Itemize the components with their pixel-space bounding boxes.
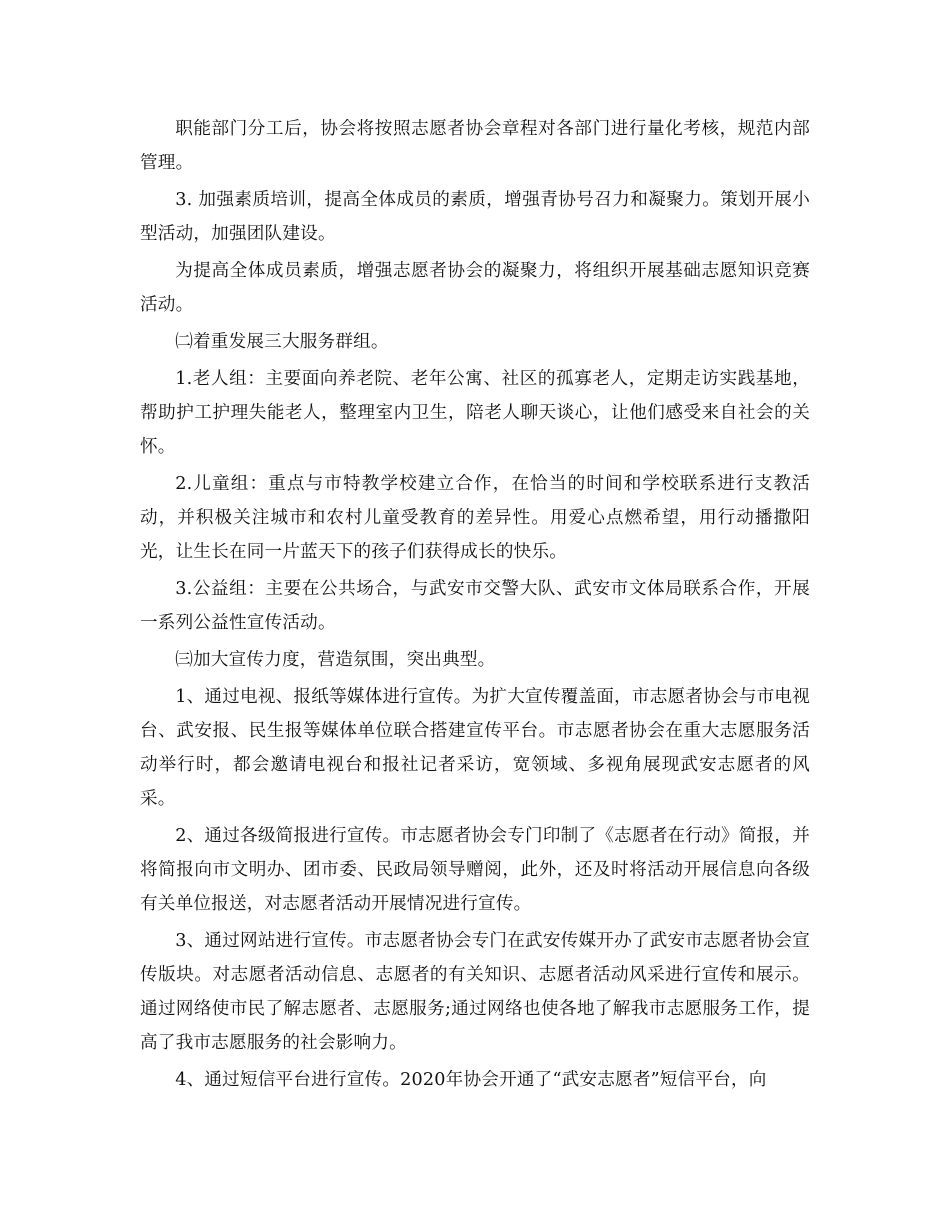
paragraph: 3.公益组：主要在公共场合，与武安市交警大队、武安市文体局联系合作，开展一系列公益性宣传活动。: [140, 579, 810, 633]
paragraph: 4、通过短信平台进行宣传。2020年协会开通了“武安志愿者”短信平台，向: [175, 1070, 767, 1090]
section-heading: ㈡着重发展三大服务群组。: [175, 332, 389, 352]
paragraph: 1、通过电视、报纸等媒体进行宣传。为扩大宣传覆盖面，市志愿者协会与市电视台、武安报、民生报等媒体单位联合搭建宣传平台。市志愿者协会在重大志愿服务活动举行时，都会邀请电视台和报社记者采访，宽领域、多视角展现武安志愿者的风采。: [140, 687, 810, 809]
paragraph: 1.老人组：主要面向养老院、老年公寓、社区的孤寡老人，定期走访实践基地，帮助护工护理失能老人，整理室内卫生，陪老人聊天谈心，让他们感受来自社会的关怀。: [140, 369, 810, 457]
paragraph: 2.儿童组：重点与市特教学校建立合作，在恰当的时间和学校联系进行支教活动，并积极关注城市和农村儿童受教育的差异性。用爱心点燃希望，用行动播撒阳光，让生长在同一片蓝天下的孩子们获得成长的快乐。: [140, 474, 810, 562]
paragraph: 2、通过各级简报进行宣传。市志愿者协会专门印制了《志愿者在行动》简报，并将简报向市文明办、团市委、民政局领导赠阅，此外，还及时将活动开展信息向各级有关单位报送，对志愿者活动开展情况进行宣传。: [140, 826, 810, 914]
document-body: [140, 112, 810, 1100]
paragraph: 职能部门分工后，协会将按照志愿者协会章程对各部门进行量化考核，规范内部管理。: [140, 119, 810, 173]
paragraph: 3. 加强素质培训，提高全体成员的素质，增强青协号召力和凝聚力。策划开展小型活动，加强团队建设。: [140, 190, 810, 244]
section-heading: ㈢加大宣传力度，营造氛围，突出典型。: [175, 650, 496, 670]
paragraph: 3、通过网站进行宣传。市志愿者协会专门在武安传媒开办了武安市志愿者协会宣传版块。对志愿者活动信息、志愿者的有关知识、志愿者活动风采进行宣传和展示。通过网络使市民了解志愿者、志愿服务;通过网络也使各地了解我市志愿服务工作，提高了我市志愿服务的社会影响力。: [140, 931, 810, 1053]
paragraph: 为提高全体成员素质，增强志愿者协会的凝聚力，将组织开展基础志愿知识竞赛活动。: [140, 261, 810, 315]
